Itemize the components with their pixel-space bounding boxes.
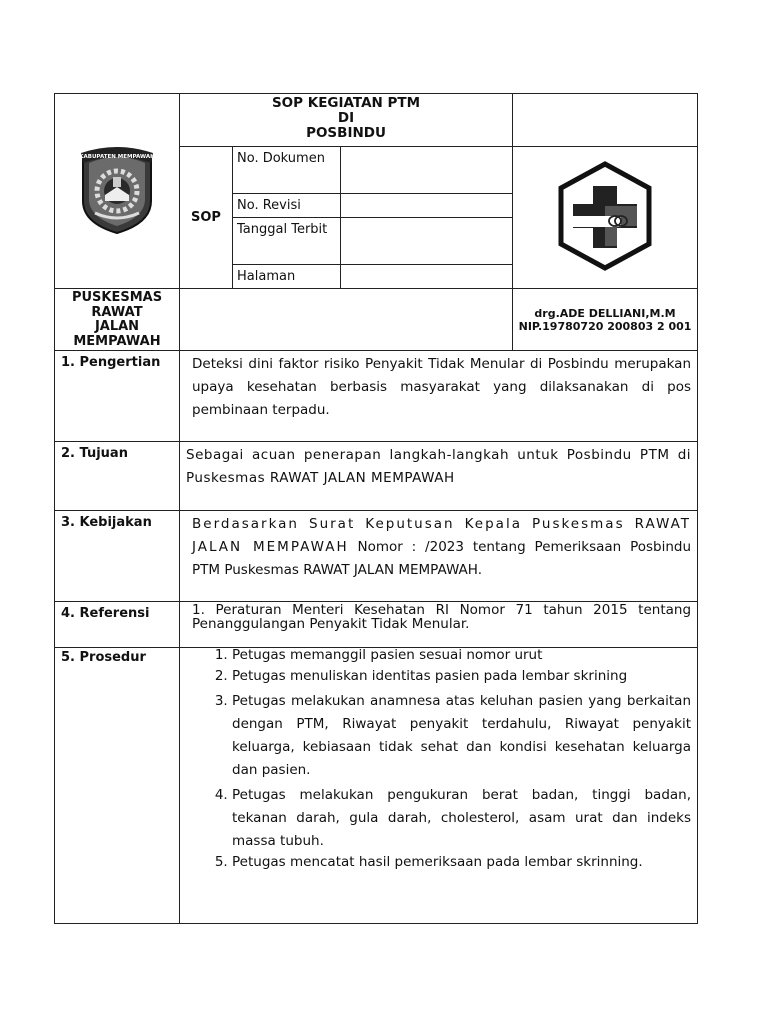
document-title [180, 94, 513, 147]
meta-label-no-revisi: No. Revisi [233, 193, 340, 217]
puskesmas-name-line-2: RAWAT [91, 304, 143, 320]
kebijakan-text-rest: Nomor : /2023 tentang Pemeriksaan Posbindu PTM Puskesmas RAWAT JALAN MEMPAWAH. [192, 539, 692, 578]
right-logo-cell [513, 147, 698, 289]
sop-meta-cell [233, 147, 513, 289]
section-label-pengertian: 1. Pengertian [55, 351, 180, 442]
title-line-2: DI [337, 110, 355, 126]
section-label-referensi: 4. Referensi [55, 602, 180, 648]
meta-value-no-dokumen [340, 147, 513, 193]
meta-label-halaman: Halaman [233, 264, 340, 288]
title-line-1: SOP KEGIATAN PTM [271, 95, 421, 111]
meta-label-tanggal-terbit: Tanggal Terbit [233, 217, 340, 264]
section-text-tujuan: Sebagai acuan penerapan langkah-langkah untuk Posbindu PTM di Puskesmas RAWAT JALAN MEMPAWAH [180, 442, 698, 511]
sop-label: SOP [180, 147, 233, 289]
section-text-pengertian: Deteksi dini faktor risiko Penyakit Tidak Menular di Posbindu merupakan upaya kesehatan berbasis masyarakat yang dilaksanakan di pos pembinaan terpadu. [180, 351, 698, 442]
meta-value-tanggal-terbit [340, 217, 513, 264]
list-item: 2. Petugas menuliskan identitas pasien pada lembar skrining [232, 669, 691, 684]
signer-nip: NIP.19780720 200803 2 001 [518, 319, 692, 333]
puskesmas-name-line-1: PUSKESMAS [71, 290, 163, 305]
list-item: 5. Petugas mencatat hasil pemeriksaan pada lembar skrinning. [232, 855, 691, 870]
puskesmas-name-line-3: JALAN [94, 319, 140, 334]
list-item: 3. Petugas melakukan anamnesa atas keluhan pasien yang berkaitan dengan PTM, Riwayat penyakit terdahulu, Riwayat penyakit keluarga, kebiasaan tidak sehat dan kondisi kesehatan keluarga dan pasien. [232, 690, 691, 782]
puskesmas-name [55, 289, 180, 351]
left-logo-cell [55, 94, 180, 289]
section-label-tujuan: 2. Tujuan [55, 442, 180, 511]
prosedur-list [180, 648, 697, 870]
list-item: 1. Petugas memanggil pasien sesuai nomor urut [232, 648, 691, 663]
section-text-referensi: 1. Peraturan Menteri Kesehatan RI Nomor 71 tahun 2015 tentang Penanggulangan Penyakit Tidak Menular. [180, 602, 698, 648]
signer-block [513, 289, 698, 351]
meta-value-no-revisi [340, 193, 513, 217]
sop-document [54, 93, 697, 924]
section-label-prosedur: 5. Prosedur [55, 648, 180, 924]
signature-space [180, 289, 513, 351]
list-item: 4. Petugas melakukan pengukuran berat badan, tinggi badan, tekanan darah, gula darah, cholesterol, asam urat dan indeks massa tubuh. [232, 784, 691, 853]
logo-banner-text: KABUPATEN MEMPAWAH [79, 154, 155, 160]
meta-label-no-dokumen: No. Dokumen [233, 147, 340, 193]
top-right-empty-cell [513, 94, 698, 147]
puskesmas-name-line-4: MEMPAWAH [73, 333, 161, 349]
title-line-3: POSBINDU [306, 125, 386, 141]
kebijakan-text-spaced: Berdasarkan Surat Keputusan Kepala Puskesmas RAWAT JALAN MEMPAWAH [192, 516, 692, 555]
puskesmas-cross-hexagon-icon [555, 160, 655, 272]
kabupaten-mempawah-emblem-icon [75, 143, 159, 235]
sop-table [54, 93, 698, 924]
sop-meta-table [233, 147, 513, 288]
section-text-kebijakan [180, 511, 698, 602]
section-label-kebijakan: 3. Kebijakan [55, 511, 180, 602]
signer-name: drg.ADE DELLIANI,M.M [534, 306, 676, 320]
section-steps-prosedur [180, 648, 698, 924]
meta-value-halaman [340, 264, 513, 288]
